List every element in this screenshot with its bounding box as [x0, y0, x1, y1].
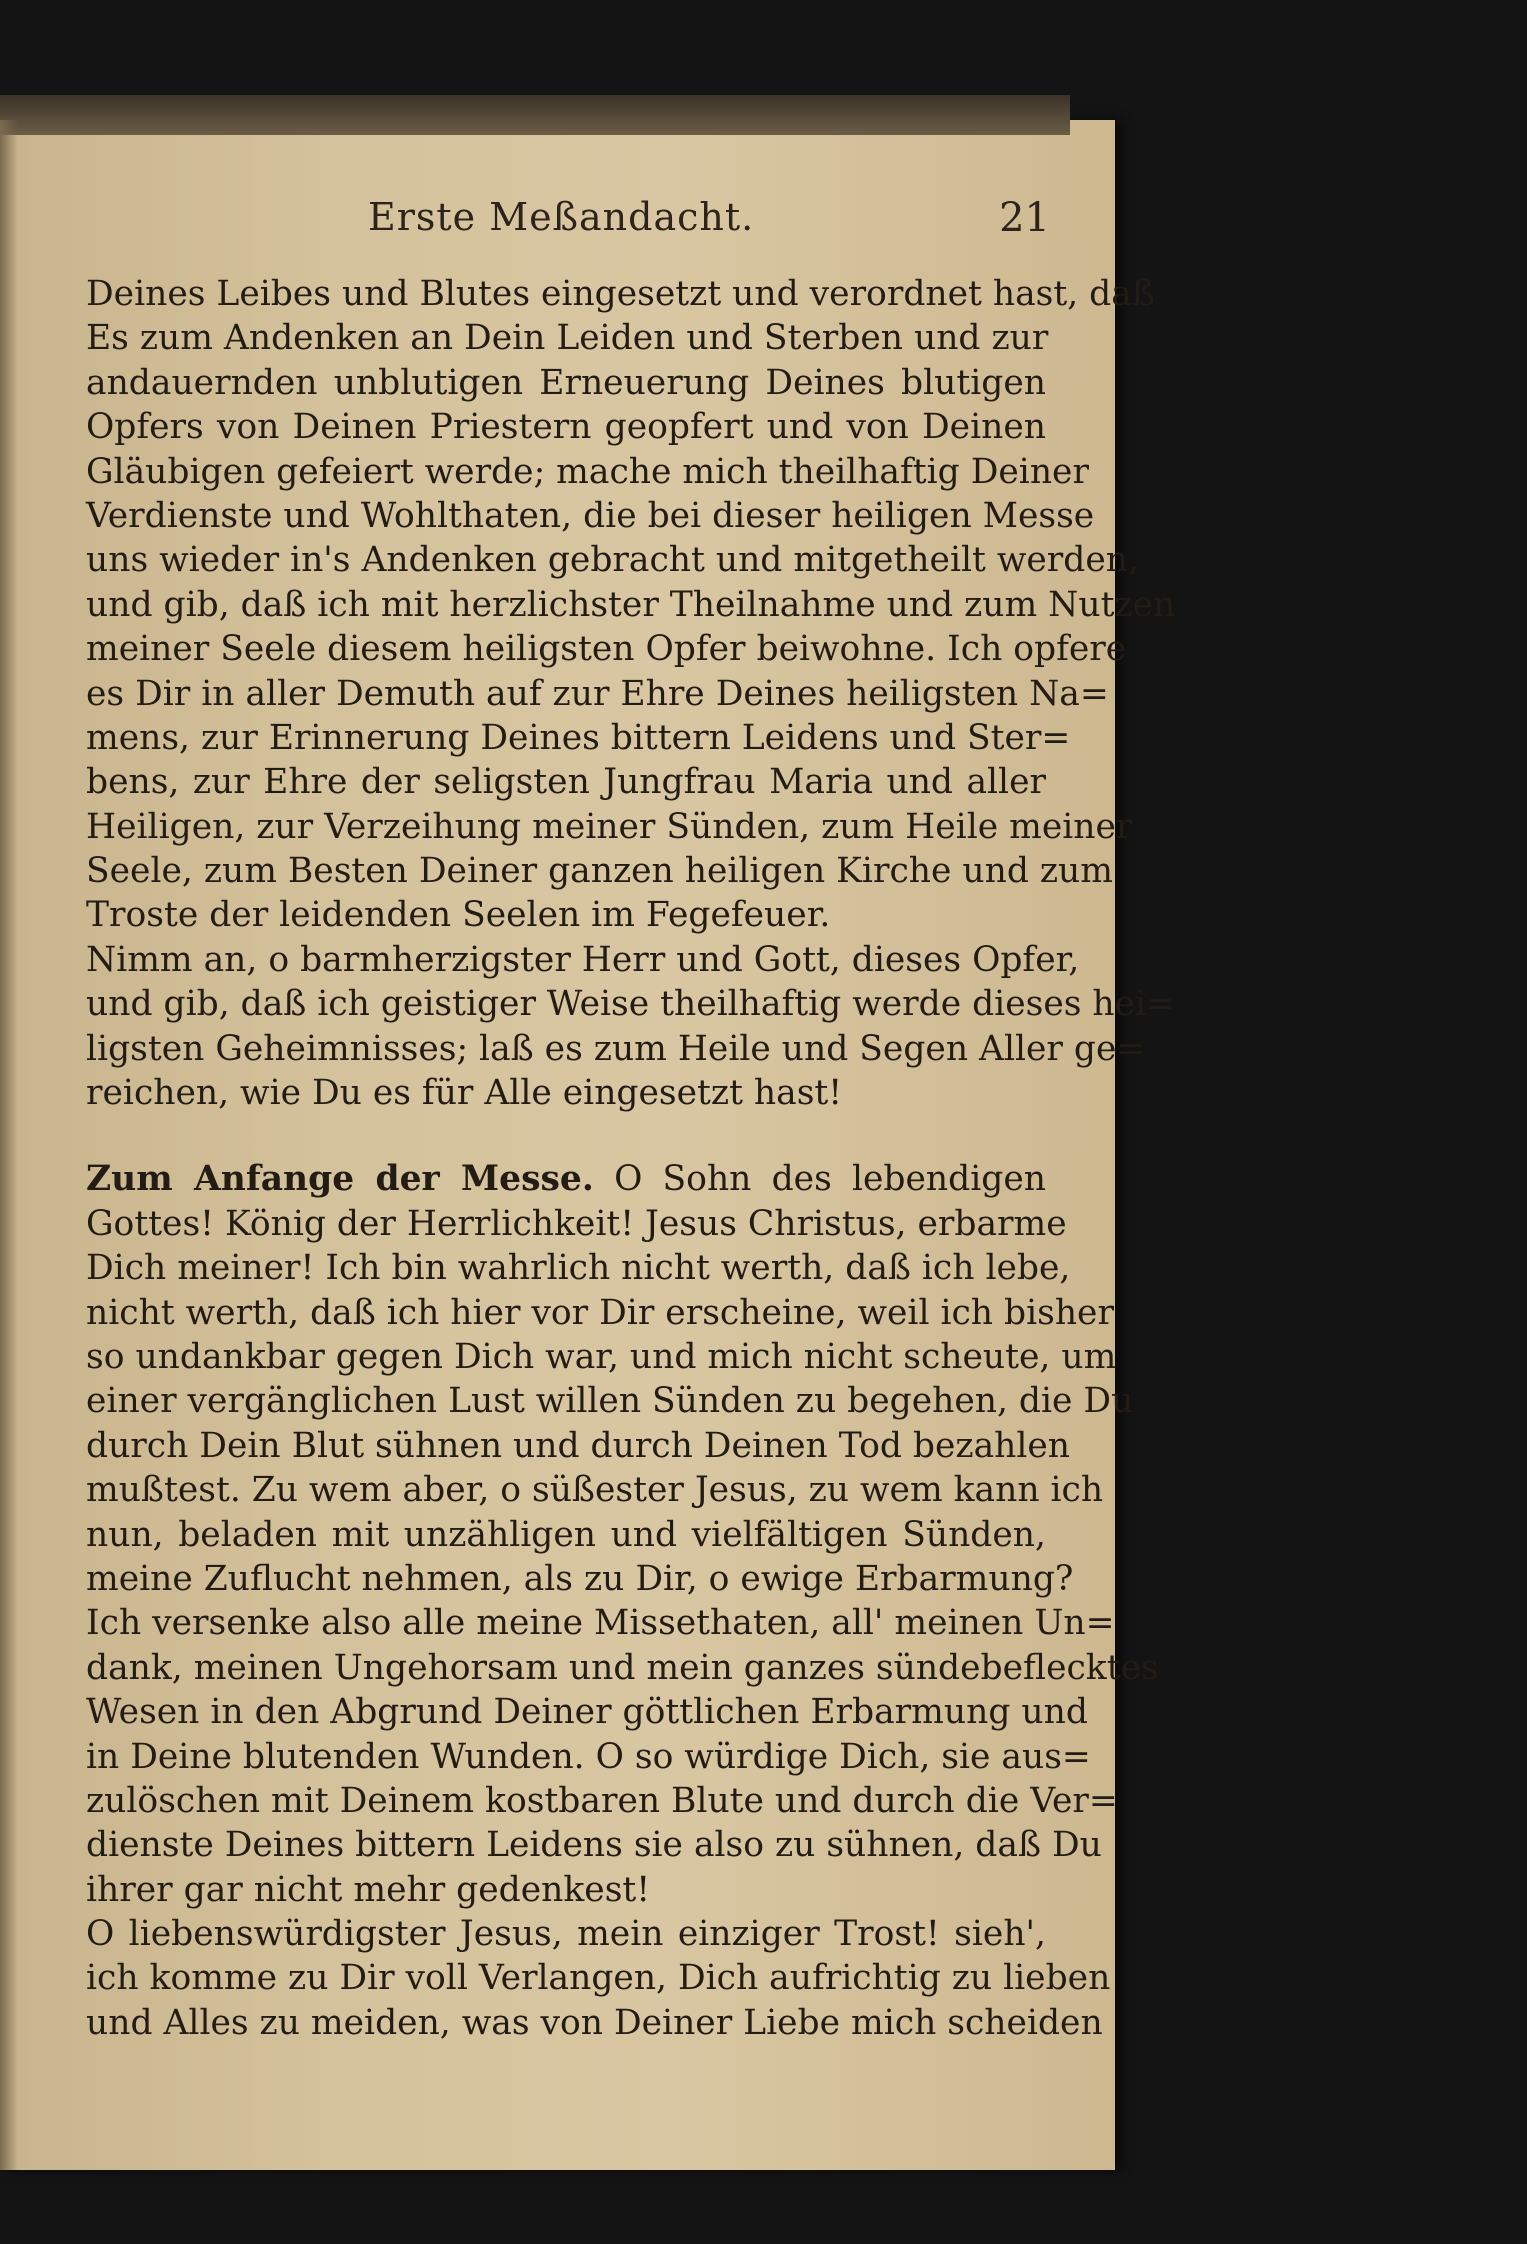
text-line: Gottes! König der Herrlichkeit! Jesus Christus, erbarme: [86, 1203, 1067, 1244]
text-line: so undankbar gegen Dich war, und mich nicht scheute, um: [86, 1336, 1117, 1377]
page-gutter-shadow: [0, 120, 18, 2170]
text-line: mußtest. Zu wem aber, o süßester Jesus, zu wem kann ich: [86, 1470, 1104, 1511]
text-line: und gib, daß ich geistiger Weise theilhaftig werde dieses hei=: [86, 984, 1176, 1025]
page-number: 21: [999, 195, 1050, 241]
text-line: Troste der leidenden Seelen im Fegefeuer.: [86, 895, 831, 936]
text-line: Gläubigen gefeiert werde; mache mich theilhaftig Deiner: [86, 451, 1089, 492]
section-heading: Zum Anfange der Messe.: [86, 1159, 594, 1200]
text-line: Es zum Andenken an Dein Leiden und Sterben und zur: [86, 318, 1049, 359]
body-text: [86, 272, 1176, 2045]
text-line: uns wieder in's Andenken gebracht und mitgetheilt werden,: [86, 540, 1139, 581]
text-line: bens, zur Ehre der seligsten Jungfrau Maria und aller: [86, 762, 1046, 803]
text-line: dank, meinen Ungehorsam und mein ganzes sündebeflecktes: [86, 1647, 1159, 1688]
running-title: Erste Meßandacht.: [368, 195, 755, 239]
text-line: Wesen in den Abgrund Deiner göttlichen Erbarmung und: [86, 1692, 1088, 1733]
text-line: meine Zuflucht nehmen, als zu Dir, o ewige Erbarmung?: [86, 1558, 1074, 1599]
section-gap: [86, 1115, 1046, 1157]
text-line: und gib, daß ich mit herzlichster Theilnahme und zum Nutzen: [86, 584, 1176, 625]
text-line: Opfers von Deinen Priestern geopfert und von Deinen: [86, 407, 1046, 448]
text-line: andauernden unblutigen Erneuerung Deines blutigen: [86, 362, 1046, 403]
text-line: ihrer gar nicht mehr gedenkest!: [86, 1869, 651, 1910]
page-header: [90, 195, 1050, 245]
text-line: in Deine blutenden Wunden. O so würdige Dich, sie aus=: [86, 1736, 1091, 1777]
text-line: meiner Seele diesem heiligsten Opfer beiwohne. Ich opfere: [86, 629, 1127, 670]
text-line: zulöschen mit Deinem kostbaren Blute und durch die Ver=: [86, 1780, 1118, 1821]
text-line: Ich versenke also alle meine Missethaten, all' meinen Un=: [86, 1603, 1115, 1644]
text-line: dienste Deines bittern Leidens sie also zu sühnen, daß Du: [86, 1825, 1102, 1866]
section-first-line: [86, 1157, 1046, 1201]
text-line: es Dir in aller Demuth auf zur Ehre Deines heiligsten Na=: [86, 673, 1109, 714]
text-line: Deines Leibes und Blutes eingesetzt und verordnet hast, daß: [86, 274, 1155, 314]
text-line: Dich meiner! Ich bin wahrlich nicht werth, daß ich lebe,: [86, 1248, 1071, 1289]
text-line: mens, zur Erinnerung Deines bittern Leidens und Ster=: [86, 717, 1071, 758]
page-top-edge: [0, 95, 1070, 135]
text-line: nun, beladen mit unzähligen und vielfältigen Sünden,: [86, 1514, 1046, 1555]
text-line: ligsten Geheimnisses; laß es zum Heile und Segen Aller ge=: [86, 1028, 1146, 1069]
text-line: Nimm an, o barmherzigster Herr und Gott, dieses Opfer,: [86, 939, 1080, 980]
text-line: einer vergänglichen Lust willen Sünden zu begehen, die Du: [86, 1381, 1134, 1422]
text-line: durch Dein Blut sühnen und durch Deinen Tod bezahlen: [86, 1425, 1071, 1466]
text-line: und Alles zu meiden, was von Deiner Liebe mich scheiden: [86, 2002, 1103, 2043]
text-line: reichen, wie Du es für Alle eingesetzt hast!: [86, 1073, 843, 1114]
text-line: Verdienste und Wohlthaten, die bei dieser heiligen Messe: [86, 495, 1095, 536]
section-first-line-text: O Sohn des lebendigen: [614, 1159, 1046, 1200]
text-line: Heiligen, zur Verzeihung meiner Sünden, zum Heile meiner: [86, 806, 1133, 847]
text-line: Seele, zum Besten Deiner ganzen heiligen Kirche und zum: [86, 851, 1113, 892]
text-line: O liebenswürdigster Jesus, mein einziger Trost! sieh',: [86, 1914, 1046, 1955]
text-line: nicht werth, daß ich hier vor Dir erscheine, weil ich bisher: [86, 1292, 1114, 1333]
text-line: ich komme zu Dir voll Verlangen, Dich aufrichtig zu lieben: [86, 1958, 1111, 1999]
